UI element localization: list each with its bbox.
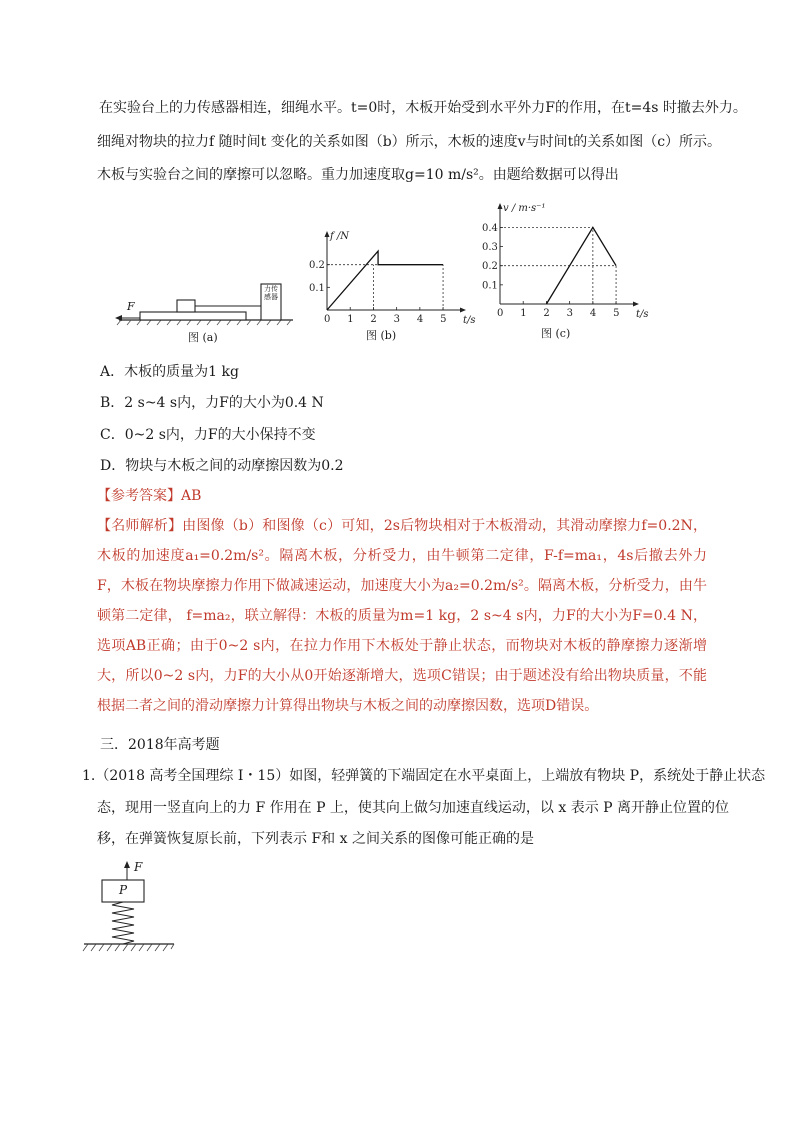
figure-c	[478, 198, 653, 322]
intro-line-2: 细绳对物块的拉力f 随时间t 变化的关系如图（b）所示，木板的速度v与时间t的关系如图（c）所示。	[97, 134, 722, 150]
option-a: A．木板的质量为1 kg	[100, 364, 239, 380]
y-tick-label: 0.1	[309, 282, 325, 294]
series-line-f	[327, 251, 443, 310]
force-label-a: F	[127, 300, 135, 313]
y-axis-arrow	[325, 231, 330, 237]
x-tick-label: 3	[566, 308, 574, 319]
x-axis-arrow	[633, 302, 639, 307]
y-axis-arrow	[498, 203, 503, 209]
x-tick-label: 0	[497, 308, 504, 319]
answer-line	[97, 485, 201, 505]
spring-block-label: P	[119, 883, 128, 897]
answer-tag: 【参考答案】	[97, 488, 181, 504]
board	[140, 312, 246, 320]
chart-b	[305, 222, 476, 330]
figure-b	[305, 222, 476, 330]
spring-diagram	[82, 860, 177, 960]
spring-force-label: F	[134, 860, 143, 874]
analysis-paragraph	[97, 511, 707, 721]
x-axis-label: t/s	[636, 309, 649, 320]
caption-c: 图 (c)	[541, 327, 571, 340]
option-d: D．物块与木板之间的动摩擦因数为0.2	[100, 458, 344, 474]
x-tick-label: 5	[440, 314, 447, 325]
x-tick-label: 0	[324, 314, 331, 325]
chart-c	[478, 198, 653, 322]
option-c: C．0~2 s内，力F的大小保持不变	[100, 427, 316, 443]
y-tick-label: 0.4	[482, 222, 498, 234]
y-axis-label: v / m·s⁻¹	[503, 203, 546, 214]
x-axis-label: t/s	[463, 315, 476, 326]
intro-line-3: 木板与实验台之间的摩擦可以忽略。重力加速度取g=10 m/s²。由题给数据可以得出	[97, 167, 619, 183]
x-axis-arrow	[460, 308, 466, 313]
x-tick-label: 5	[613, 308, 620, 319]
y-tick-label: 0.1	[482, 280, 498, 292]
analysis-text: 由图像（b）和图像（c）可知，2s后物块相对于木板滑动，其滑动摩擦力f=0.2N，木板的加速度a₁=0.2m/s²。隔离木板，分析受力，由牛顿第二定律，F-f=ma₁，4s后撤去外力F，木板在物块摩擦力作用下做减速运动，加速度大小为a₂=0.2m/s²。隔离木板，分析受力，由牛顿第二定律， f=ma₂，联立解得：木板的质量为m=1 kg，2 s~4 s内，力F的大小为F=0.4 N，选项AB正确；由于0~2 s内，在拉力作用下木板处于静止状态，而物块对木板的静摩擦力逐渐增大，所以0~2 s内，力F的大小从0开始逐渐增大，选项C错误；由于题述没有给出物块质量，不能根据二者之间的滑动摩擦力计算得出物块与木板之间的动摩擦因数，选项D错误。	[97, 518, 707, 714]
question-line-2: 态，现用一竖直向上的力 F 作用在 P 上，使其向上做匀加速直线运动，以 x 表示 P 离开静止位置的位	[97, 800, 730, 816]
x-tick-label: 1	[520, 308, 527, 319]
option-b: B．2 s~4 s内，力F的大小为0.4 N	[100, 395, 324, 411]
spring-figure	[82, 860, 177, 960]
y-tick-label: 0.3	[482, 242, 498, 254]
caption-a: 图 (a)	[188, 331, 218, 344]
caption-b: 图 (b)	[366, 329, 397, 342]
x-tick-label: 2	[370, 314, 377, 325]
answer-value: AB	[181, 488, 202, 504]
x-tick-label: 4	[416, 314, 424, 325]
y-tick-label: 0.2	[309, 260, 325, 272]
x-tick-label: 3	[393, 314, 401, 325]
analysis-tag: 【名师解析】	[97, 518, 183, 534]
y-tick-label: 0.2	[482, 261, 498, 273]
x-tick-label: 1	[347, 314, 354, 325]
sensor-label: 力传感器	[264, 285, 278, 301]
y-axis-label: f /N	[330, 231, 349, 242]
x-tick-label: 4	[589, 308, 597, 319]
question-line-3: 移，在弹簧恢复原长前，下列表示 F和 x 之间关系的图像可能正确的是	[97, 831, 534, 847]
question-line-1: 1.（2018 高考全国理综 I・15）如图，轻弹簧的下端固定在水平桌面上，上端放有物块 P，系统处于静止状态	[82, 768, 766, 784]
block	[177, 300, 195, 312]
intro-line-1: 在实验台上的力传感器相连，细绳水平。t=0时，木板开始受到水平外力F的作用，在t=4s 时撤去外力。	[99, 100, 747, 116]
section-heading: 三．2018年高考题	[100, 737, 220, 753]
x-tick-label: 2	[543, 308, 550, 319]
